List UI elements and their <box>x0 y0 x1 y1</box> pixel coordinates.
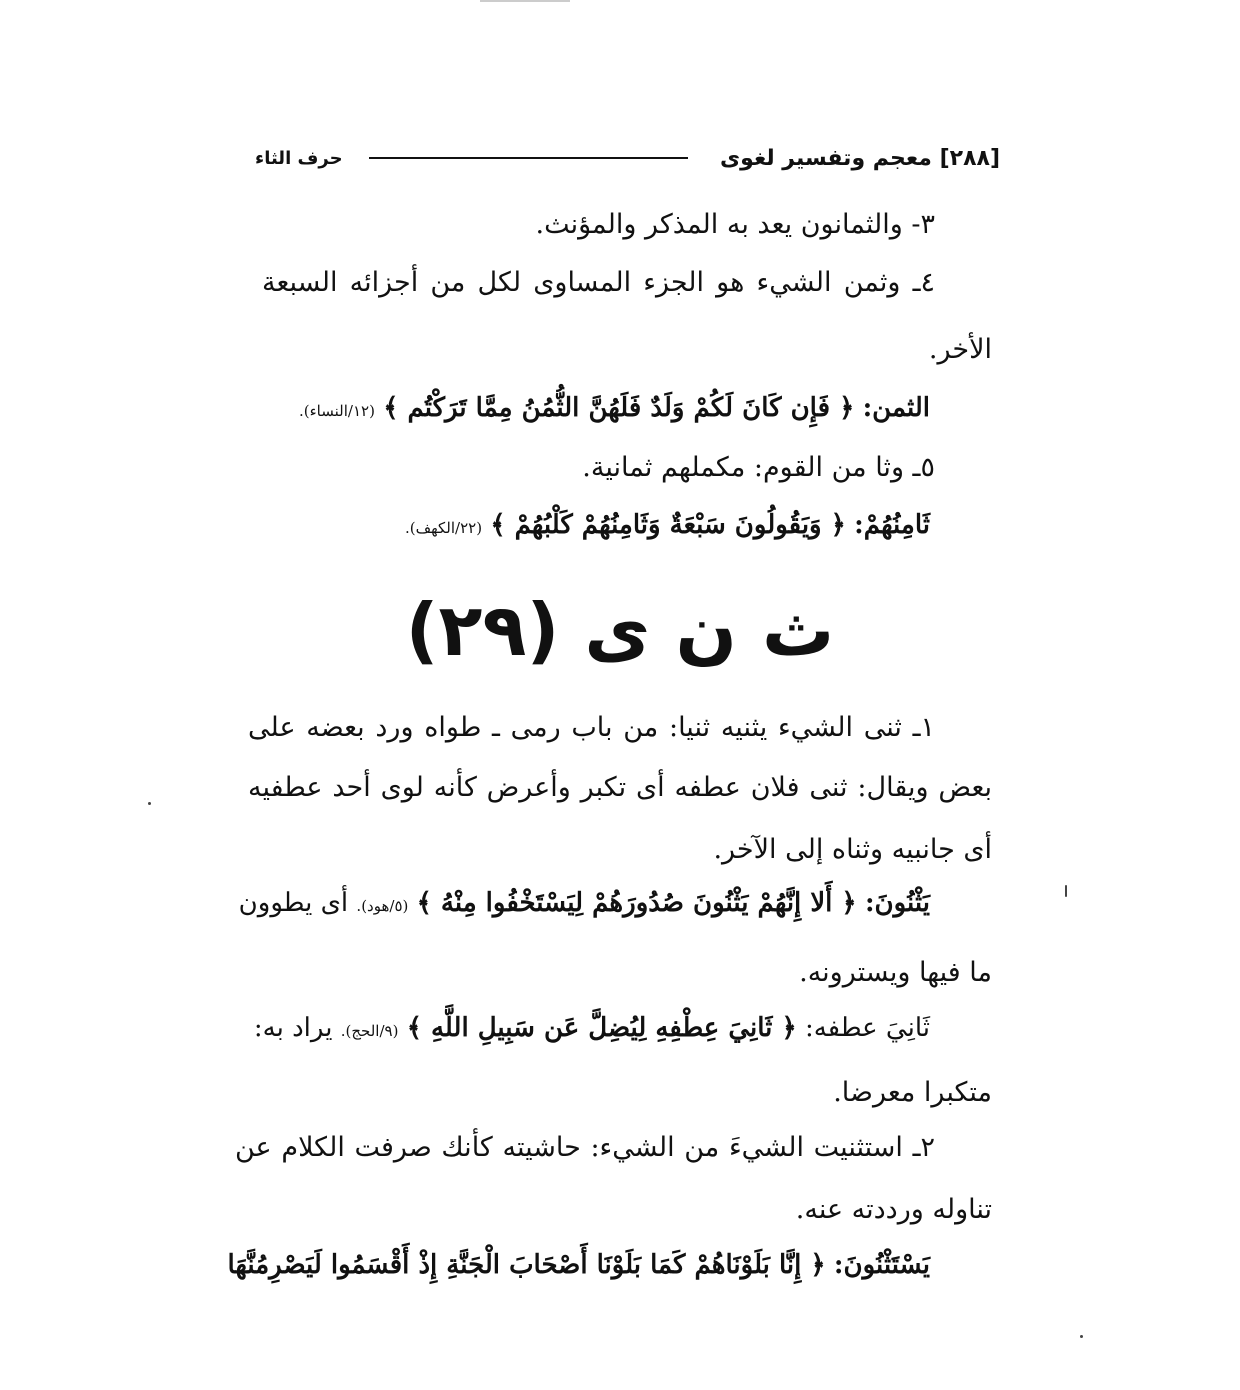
scan-speck <box>1080 1335 1083 1338</box>
scan-edge-mark <box>480 0 570 2</box>
ref-thani: (٩/الحج). <box>340 1022 399 1040</box>
gloss-yathnun: أى يطوون <box>238 888 349 918</box>
gloss-thani: يراد به: <box>253 1013 333 1043</box>
running-header <box>255 138 1000 178</box>
item-2-line-2: تناوله ورددته عنه. <box>795 1194 992 1225</box>
item-1-line-3: أى جانبيه وثناه إلى الآخر. <box>713 834 992 865</box>
item-4-line-2: الأخر. <box>928 334 992 365</box>
term-yastathnun: يَسْتَثْنُونَ: <box>833 1250 930 1280</box>
ref-yathnun: (٥/هود). <box>356 897 409 915</box>
book-title: [٢٨٨] معجم وتفسير لغوى <box>720 145 1000 171</box>
quote-thumn <box>299 388 930 431</box>
verse-thamin: ﴿ وَيَقُولُونَ سَبْعَةٌ وَثَامِنُهُمْ كَلْبُهُمْ ﴾ <box>490 510 846 540</box>
term-thumn: الثمن: <box>862 393 930 423</box>
verse-thumn: ﴿ فَإِن كَانَ لَكُمْ وَلَدٌ فَلَهُنَّ الثُّمُنُ مِمَّا تَرَكْتُم ﴾ <box>383 393 855 423</box>
item-4-line-1: ٤ـ وثمن الشيء هو الجزء المساوى لكل من أجزائه السبعة <box>262 267 935 298</box>
header-rule <box>369 157 688 159</box>
verse-thani: ﴿ ثَانِيَ عِطْفِهِ لِيُضِلَّ عَن سَبِيلِ اللَّهِ ﴾ <box>406 1013 797 1043</box>
item-5-text: ٥ـ وثا من القوم: مكملهم ثمانية. <box>582 452 935 483</box>
yathnun-line-2: ما فيها ويسترونه. <box>799 957 992 988</box>
item-1-line-1: ١ـ ثنى الشيء يثنيه ثنيا: من باب رمى ـ طواه ورد بعضه على <box>248 712 935 743</box>
ref-thumn: (١٢/النساء). <box>299 402 375 420</box>
item-2-line-1: ٢ـ استثنيت الشيءَ من الشيء: حاشيته كأنك صرفت الكلام عن <box>235 1132 935 1163</box>
letter-section: حرف الثاء <box>255 147 343 169</box>
item-3-text: ٣- والثمانون يعد به المذكر والمؤنث. <box>535 209 935 240</box>
quote-thani <box>254 1008 930 1051</box>
scan-speck <box>1065 885 1067 897</box>
quote-yastathnun <box>227 1245 930 1285</box>
ref-thamin: (٢٢/الكهف). <box>404 519 483 537</box>
term-yathnun: يَثْنُونَ: <box>864 888 930 918</box>
quote-yathnun <box>239 883 930 926</box>
item-1-line-2: بعض ويقال: ثنى فلان عطفه أى تكبر وأعرض كأنه لوى أحد عطفيه <box>248 772 992 803</box>
verse-yathnun: ﴿ أَلا إِنَّهُمْ يَثْنُونَ صُدُورَهُمْ لِيَسْتَخْفُوا مِنْهُ ﴾ <box>416 888 857 918</box>
quote-thamin <box>405 505 930 548</box>
thani-line-2: متكبرا معرضا. <box>833 1077 992 1108</box>
root-heading: ث ن ى (٢٩) <box>405 588 835 672</box>
verse-yastathnun: ﴿ إِنَّا بَلَوْنَاهُمْ كَمَا بَلَوْنَا أَصْحَابَ الْجَنَّةِ إِذْ أَقْسَمُوا لَيَصْرِمُنَّهَا <box>227 1250 826 1280</box>
scan-speck <box>148 802 151 805</box>
term-thamin: ثَامِنُهُمْ: <box>854 510 930 540</box>
term-thani: ثَانِيَ عطفه: <box>804 1013 930 1043</box>
